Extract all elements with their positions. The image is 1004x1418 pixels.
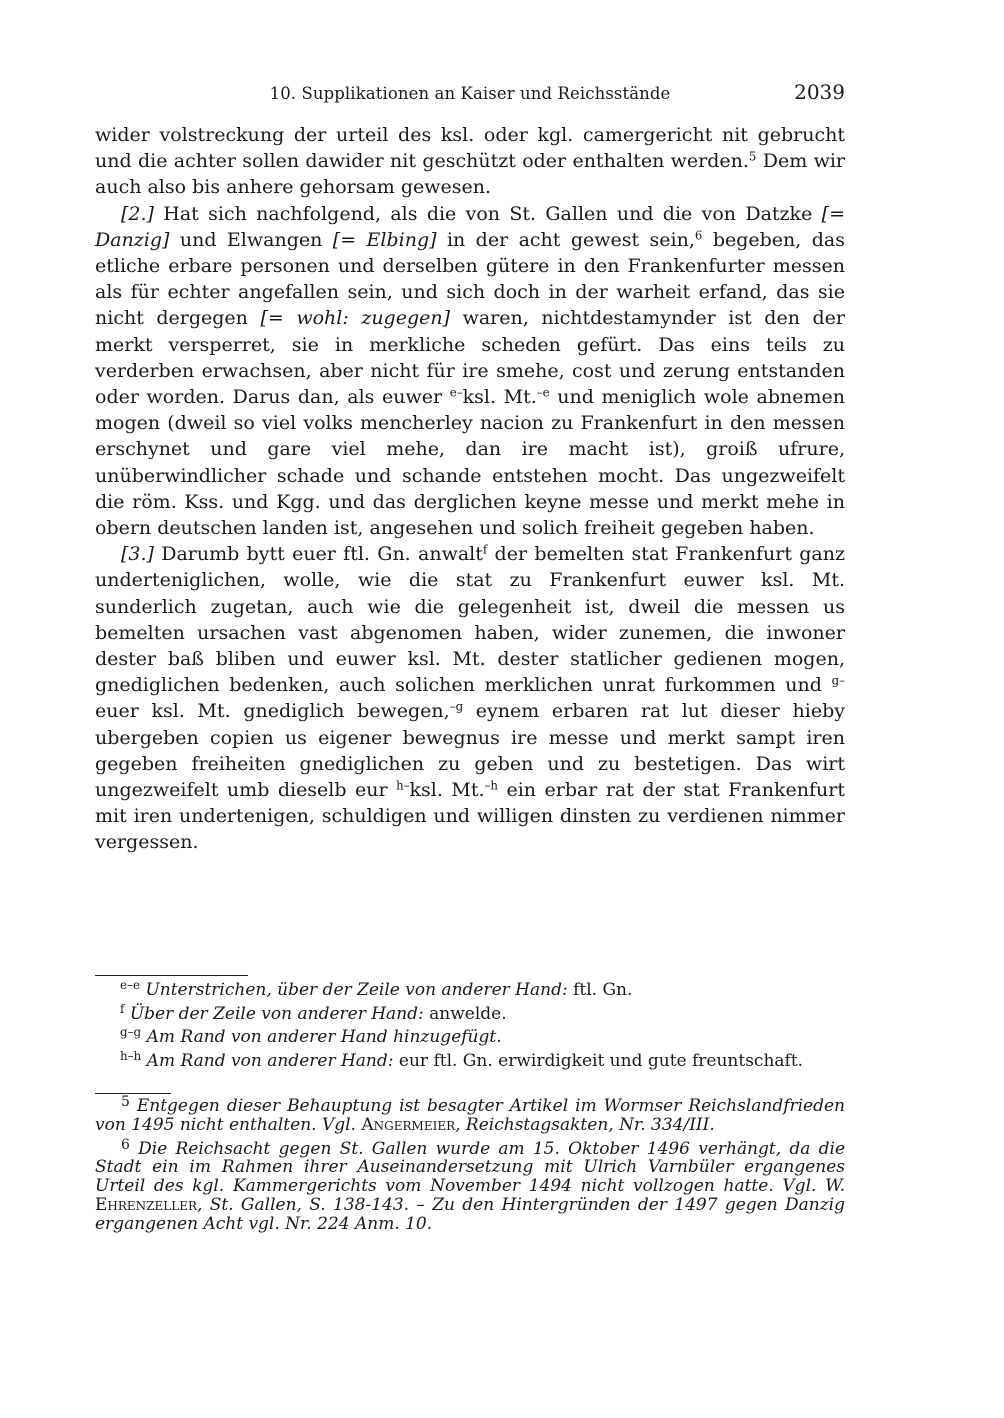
footnote-6	[95, 1136, 845, 1234]
text-run: ksl. Mt.	[409, 779, 485, 802]
footnote-text: Entgegen dieser Behauptung ist besagter Artikel im Wormser Reichslandfrieden von 1495 nicht enthalten. Vgl.	[95, 1096, 846, 1135]
apparatus-marker: g–	[831, 673, 845, 688]
apparatus-entry	[120, 1026, 850, 1050]
apparatus-label: f	[120, 1001, 125, 1016]
footnote-ref-5: 5	[748, 149, 757, 164]
text-run: Hat sich nachfolgend, als die von St. Gallen und die von Datzke	[153, 202, 822, 225]
text-run: der bemelten stat Frankenfurt ganz underteniglichen, wolle, wie die stat zu Frankenfurt euwer ksl. Mt. sunderlich zugetan, auch wie die gelegenheit ist, dweil die messen us bemelten ursachen vast abgenomen haben, wider zunemen, die inwoner dester baß bliben und euwer ksl. Mt. dester statlicher gedienen mogen, gnediglichen bedenken, auch solichen merklichen unrat furkommen und	[95, 543, 845, 697]
footnote-text: , Reichstagsakten, Nr. 334/III.	[455, 1114, 715, 1135]
apparatus-label: h–h	[120, 1048, 142, 1063]
text-run: begeben, das etliche erbare personen und derselben gütere in den Frankenfurter messen als für echter angefallen sein, und sich doch in der warheit erfand, das sie nicht dergegen	[95, 228, 845, 330]
text-run: Darumb bytt euer ftl. Gn. anwalt	[153, 543, 483, 566]
paragraph-1	[95, 122, 845, 201]
running-title: 10. Supplikationen an Kaiser und Reichsstände	[269, 84, 671, 103]
apparatus-text: eur ftl. Gn. erwirdigkeit und gute freuntschaft.	[393, 1050, 804, 1071]
text-run: eynem erbaren rat lut dieser hieby ubergeben copien us eigener bewegnus ire messe und merkt sampt iren gegeben freiheiten gnediglichen zu geben und zu bestetigen. Das wirt ungezweifelt umb dieselb eur	[95, 700, 845, 802]
apparatus-text: anwelde.	[423, 1003, 507, 1024]
apparatus-italic: Unterstrichen, über der Zeile von anderer Hand:	[145, 980, 568, 1000]
text-run: in der acht gewest sein,	[436, 228, 695, 251]
footnote-text: , St. Gallen, S. 138-143. – Zu den Hintergründen der 1497 gegen Danzig ergangenen Acht vgl. Nr. 224 Anm. 10.	[95, 1194, 845, 1234]
apparatus-entry	[120, 979, 850, 1003]
footnote-number: 5	[121, 1094, 130, 1111]
footnotes-divider	[95, 1093, 171, 1094]
footnote-text: Die Reichsacht gegen St. Gallen wurde am 15. Oktober 1496 verhängt, da die Stadt ein im Rahmen ihrer Auseinandersetzung mit Ulrich Varnbüler ergangenes Urteil des kgl. Kammergerichts vom November 1494 nicht vollzogen hatte. Vgl. W.	[95, 1138, 845, 1197]
paragraph-2	[95, 201, 845, 542]
editorial-note: [= Danzig]	[95, 202, 845, 251]
footnote-ref-6: 6	[694, 228, 703, 243]
critical-apparatus	[120, 979, 850, 1073]
text-run: ein erbar rat der stat Frankenfurt mit iren undertenigen, schuldigen und willigen dinsten zu verdienen nimmer vergessen.	[95, 779, 845, 854]
apparatus-entry	[120, 1003, 850, 1027]
text-run: und meniglich wole abnemen mogen (dweil so viel volks mencherley nacion zu Frankenfurt in den messen erschynet und gare viel mehe, dan ire macht ist), groiß ufrure, unüberwindlicher schade und schande entstehen mocht. Das ungezweifelt die röm. Kss. und Kgg. und das derglichen keyne messe und merkt mehe in obern deutschen landen ist, angesehen und solich freiheit gegeben haben.	[95, 386, 845, 540]
author-name: Angermeier	[361, 1114, 456, 1135]
section-number: [2.]	[121, 202, 154, 225]
text-run: ksl. Mt.	[462, 386, 537, 409]
text-run: waren, nichtdestamynder ist den der merkt versperret, sie in merkliche scheden gefürt. Das eins teils zu verderben erwachsen, aber nicht für ire smehe, cost und zerung entstanden oder worden. Darus dan, als euwer	[95, 307, 845, 409]
apparatus-marker: –g	[449, 700, 464, 714]
paragraph-3	[95, 541, 845, 855]
footnote-number: 6	[121, 1136, 130, 1153]
text-run: Dem wir auch also bis anhere gehorsam gewesen.	[95, 150, 845, 199]
apparatus-label: e–e	[120, 978, 141, 993]
apparatus-italic: Über der Zeile von anderer Hand:	[129, 1003, 424, 1024]
text-run: und Elwangen	[169, 228, 333, 251]
apparatus-marker: h–	[396, 778, 410, 793]
editorial-note: [= wohl: zugegen]	[260, 307, 451, 330]
footnotes	[95, 1094, 846, 1239]
apparatus-label: g–g	[120, 1025, 142, 1040]
apparatus-divider	[95, 975, 248, 976]
apparatus-italic: Am Rand von anderer Hand:	[146, 1050, 394, 1071]
editorial-note: [= Elbing]	[332, 228, 437, 251]
apparatus-italic: Am Rand von anderer Hand hinzugefügt.	[146, 1027, 502, 1048]
author-name: Ehrenzeller	[95, 1194, 197, 1215]
apparatus-marker: –e	[536, 385, 550, 400]
apparatus-text: ftl. Gn.	[567, 980, 633, 1000]
running-head	[95, 80, 845, 108]
footnote-5	[95, 1094, 846, 1135]
apparatus-marker: e–	[449, 385, 463, 400]
section-number: [3.]	[121, 543, 154, 566]
apparatus-marker: –h	[484, 778, 498, 793]
apparatus-entry	[120, 1050, 850, 1074]
page-number: 2039	[794, 80, 845, 104]
text-run: euer ksl. Mt. gnediglich bewegen,	[95, 700, 450, 723]
text-run: wider volstreckung der urteil des ksl. oder kgl. camergericht nit gebrucht und die achter sollen dawider nit geschützt oder enthalten werden.	[95, 124, 845, 173]
main-text	[95, 122, 845, 856]
apparatus-marker: f	[482, 542, 488, 557]
